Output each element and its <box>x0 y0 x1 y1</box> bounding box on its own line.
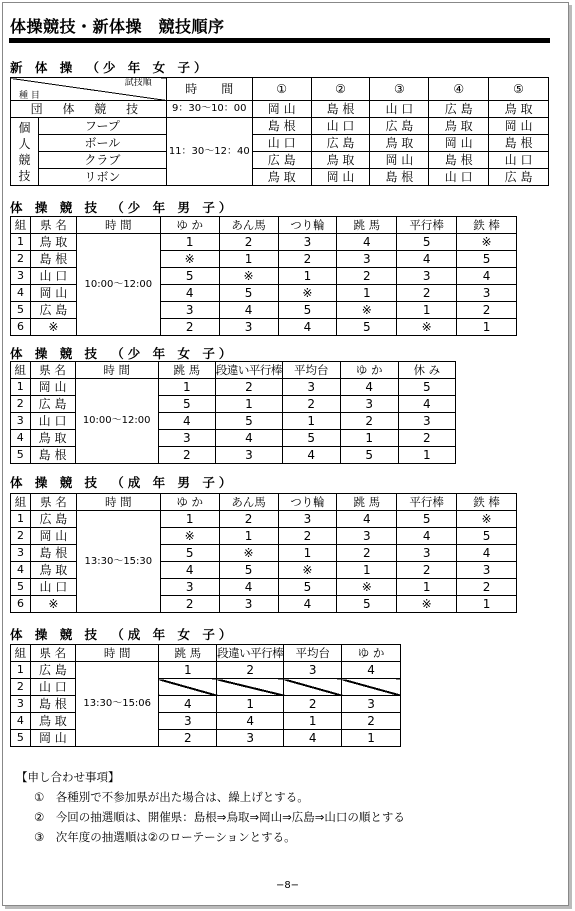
rg-indiv-cell: 鳥 取 <box>370 135 429 152</box>
order-cell: 2 <box>158 447 215 464</box>
order-cell: ※ <box>457 511 517 528</box>
order-cell: 3 <box>282 379 340 396</box>
rg-order-3: ③ <box>370 78 429 101</box>
rg-apparatus: フープ <box>38 118 166 135</box>
order-cell: ※ <box>160 528 219 545</box>
order-cell: 3 <box>160 302 219 319</box>
order-cell: 5 <box>337 319 397 336</box>
rg-indiv-cell: 広 島 <box>311 135 370 152</box>
order-cell: 4 <box>397 528 457 545</box>
column-header: 時 間 <box>75 362 158 379</box>
rg-indiv-cell: 鳥 取 <box>252 169 311 186</box>
group-number: 1 <box>11 511 31 528</box>
order-cell: 2 <box>398 430 455 447</box>
rg-team-cell: 広 島 <box>429 101 489 118</box>
column-header: ゆ か <box>340 362 398 379</box>
order-cell: 5 <box>160 268 219 285</box>
order-cell: 1 <box>219 251 278 268</box>
order-cell: 4 <box>342 662 401 679</box>
rg-team-label: 団 体 競 技 <box>11 101 167 118</box>
rg-indiv-cell: 山 口 <box>489 152 549 169</box>
order-cell: 2 <box>337 268 397 285</box>
order-cell: 3 <box>284 662 342 679</box>
order-cell: 2 <box>215 379 282 396</box>
order-cell: 2 <box>457 579 517 596</box>
rg-team-cell: 山 口 <box>370 101 429 118</box>
girls-youth-table <box>10 361 456 464</box>
rg-indiv-cell: 鳥 取 <box>311 152 370 169</box>
group-number: 6 <box>11 319 31 336</box>
order-cell: 1 <box>158 379 215 396</box>
order-cell: 4 <box>284 730 342 747</box>
prefecture-name: 広 島 <box>30 662 75 679</box>
rg-indiv-cell: 島 根 <box>489 135 549 152</box>
rg-indiv-cell: 山 口 <box>429 169 489 186</box>
rg-heading: 新 体 操 （少 年 女 子） <box>10 60 211 75</box>
column-header: 段違い平行棒 <box>215 363 282 377</box>
rg-indiv-cell: 山 口 <box>311 118 370 135</box>
rg-indiv-cell: 岡 山 <box>370 152 429 169</box>
order-cell: 5 <box>278 302 337 319</box>
rg-team-cell: 島 根 <box>311 101 370 118</box>
time-cell: 13:30〜15:06 <box>76 662 159 747</box>
column-header: 組 <box>11 494 31 511</box>
rg-corner-cell <box>11 78 167 101</box>
column-header: 跳 馬 <box>158 362 215 379</box>
order-cell: 5 <box>457 251 517 268</box>
prefecture-name: 岡 山 <box>30 730 75 747</box>
order-cell: 5 <box>340 447 398 464</box>
rg-indiv-label: 個人競技 <box>11 118 39 186</box>
order-cell: 3 <box>337 251 397 268</box>
table-row <box>11 696 401 713</box>
group-number: 4 <box>11 713 31 730</box>
column-header: 跳 馬 <box>337 217 397 234</box>
column-header: 平均台 <box>282 362 340 379</box>
order-cell: 3 <box>398 413 455 430</box>
order-cell: 5 <box>398 379 455 396</box>
prefecture-name: 鳥 取 <box>30 430 75 447</box>
order-cell: 3 <box>337 528 397 545</box>
column-header: 県 名 <box>30 217 76 234</box>
order-cell: 5 <box>337 596 397 613</box>
prefecture-name: 山 口 <box>30 268 76 285</box>
column-header: 県 名 <box>30 645 75 662</box>
order-cell: 2 <box>342 713 401 730</box>
group-number: 3 <box>11 268 31 285</box>
order-cell: 3 <box>397 545 457 562</box>
order-cell: 2 <box>278 251 337 268</box>
group-number: 4 <box>11 562 31 579</box>
group-number: 2 <box>11 251 31 268</box>
order-cell: 3 <box>278 511 337 528</box>
column-header: 休 み <box>398 362 455 379</box>
order-cell: 3 <box>215 447 282 464</box>
order-cell: 4 <box>282 447 340 464</box>
order-cell: 3 <box>340 396 398 413</box>
order-cell: 1 <box>337 562 397 579</box>
notes <box>16 767 405 847</box>
note-item: ③ 次年度の抽選順は②のローテーションとする。 <box>34 830 296 844</box>
group-number: 3 <box>11 545 31 562</box>
page-title: 体操競技・新体操 競技順序 <box>10 17 225 36</box>
prefecture-name: 岡 山 <box>30 285 76 302</box>
rg-indiv-cell: 広 島 <box>370 118 429 135</box>
prefecture-name: 岡 山 <box>30 528 76 545</box>
order-cell: 1 <box>278 545 337 562</box>
rg-indiv-cell: 島 根 <box>252 118 311 135</box>
column-header: 組 <box>11 362 31 379</box>
order-cell: 4 <box>457 268 517 285</box>
column-header: 段違い平行棒 <box>217 646 284 660</box>
order-cell: 4 <box>278 319 337 336</box>
column-header: 時 間 <box>76 217 160 234</box>
order-cell: 3 <box>397 268 457 285</box>
order-cell: ※ <box>397 319 457 336</box>
order-cell: 3 <box>158 430 215 447</box>
order-cell: 1 <box>340 430 398 447</box>
order-cell: 3 <box>342 696 401 713</box>
rg-indiv-cell: 鳥 取 <box>429 118 489 135</box>
group-number: 2 <box>11 396 31 413</box>
time-cell: 13:30〜15:30 <box>76 511 160 613</box>
order-cell: 5 <box>397 511 457 528</box>
table-row <box>11 234 517 251</box>
group-number: 1 <box>11 379 31 396</box>
order-cell: 1 <box>284 713 342 730</box>
prefecture-name: ※ <box>30 596 76 613</box>
order-cell: ※ <box>457 234 517 251</box>
rg-corner-top: 試技順 <box>124 78 152 88</box>
table-row <box>11 662 401 679</box>
rg-team-cell: 岡 山 <box>252 101 311 118</box>
page-number: −8− <box>275 880 300 891</box>
table-row <box>11 730 401 747</box>
order-cell: ※ <box>219 268 278 285</box>
group-number: 5 <box>11 579 31 596</box>
rg-indiv-cell: 岡 山 <box>429 135 489 152</box>
order-cell: 2 <box>397 285 457 302</box>
group-number: 3 <box>11 413 31 430</box>
column-header: 鉄 棒 <box>457 494 517 511</box>
boys-youth-table <box>10 216 517 336</box>
order-cell: 2 <box>340 413 398 430</box>
order-cell: 1 <box>397 579 457 596</box>
order-cell: 5 <box>158 396 215 413</box>
column-header: 平行棒 <box>397 494 457 511</box>
girls-youth-heading: 体 操 競 技 （少 年 女 子） <box>10 346 236 361</box>
order-cell: 4 <box>158 413 215 430</box>
rg-indiv-cell: 島 根 <box>429 152 489 169</box>
column-header: 平行棒 <box>397 217 457 234</box>
order-cell: ※ <box>278 562 337 579</box>
table-row <box>11 511 517 528</box>
column-header: ゆ か <box>160 494 219 511</box>
order-cell: 4 <box>457 545 517 562</box>
prefecture-name: 島 根 <box>30 251 76 268</box>
order-cell: 2 <box>397 562 457 579</box>
rg-indiv-time: 11：30〜12：40 <box>166 118 252 186</box>
note-item: ② 今回の抽選順は、開催県：島根⇒鳥取⇒岡山⇒広島⇒山口の順とする <box>34 810 405 824</box>
order-cell: 2 <box>219 511 278 528</box>
order-cell: 1 <box>282 413 340 430</box>
order-cell: 5 <box>457 528 517 545</box>
order-cell: 5 <box>282 430 340 447</box>
prefecture-name: 山 口 <box>30 413 75 430</box>
column-header: 県 名 <box>30 494 76 511</box>
rg-indiv-cell: 広 島 <box>489 169 549 186</box>
group-number: 5 <box>11 447 31 464</box>
prefecture-name: 鳥 取 <box>30 713 75 730</box>
order-cell: 4 <box>219 302 278 319</box>
group-number: 5 <box>11 302 31 319</box>
order-cell: 1 <box>337 285 397 302</box>
prefecture-name: 広 島 <box>30 511 76 528</box>
rg-apparatus: リボン <box>38 169 166 186</box>
table-row <box>11 379 456 396</box>
column-header: 鉄 棒 <box>457 217 517 234</box>
group-number: 5 <box>11 730 31 747</box>
rg-apparatus: ボール <box>38 135 166 152</box>
column-header: 組 <box>11 645 31 662</box>
time-cell: 10:00〜12:00 <box>75 379 158 464</box>
table-row <box>11 679 401 696</box>
column-header: あん馬 <box>219 217 278 234</box>
order-cell: ※ <box>219 545 278 562</box>
prefecture-name: 島 根 <box>30 447 75 464</box>
order-cell: 4 <box>337 234 397 251</box>
order-cell: 2 <box>219 234 278 251</box>
column-header: ゆ か <box>342 645 401 662</box>
time-cell: 10:00〜12:00 <box>76 234 160 336</box>
group-number: 2 <box>11 528 31 545</box>
order-cell: 4 <box>219 579 278 596</box>
women-adult-heading: 体 操 競 技 （成 年 女 子） <box>10 627 236 642</box>
order-cell: 5 <box>278 579 337 596</box>
order-cell: 5 <box>219 285 278 302</box>
order-cell: 2 <box>217 662 284 679</box>
order-cell: ※ <box>337 579 397 596</box>
order-cell: 4 <box>159 696 217 713</box>
group-number: 1 <box>11 662 31 679</box>
group-number: 2 <box>11 679 31 696</box>
order-cell: 1 <box>159 662 217 679</box>
men-adult-heading: 体 操 競 技 （成 年 男 子） <box>10 475 236 490</box>
order-cell: 1 <box>160 511 219 528</box>
order-cell: 4 <box>160 562 219 579</box>
order-cell: 4 <box>278 596 337 613</box>
order-cell: 1 <box>457 596 517 613</box>
prefecture-name: 山 口 <box>30 679 75 696</box>
prefecture-name: 広 島 <box>30 396 75 413</box>
order-cell: 5 <box>397 234 457 251</box>
column-header: 時 間 <box>76 494 160 511</box>
prefecture-name: 島 根 <box>30 696 75 713</box>
order-cell: 3 <box>278 234 337 251</box>
prefecture-name: 島 根 <box>30 545 76 562</box>
order-cell: 4 <box>397 251 457 268</box>
rg-indiv-cell: 山 口 <box>252 135 311 152</box>
rg-indiv-cell: 広 島 <box>252 152 311 169</box>
order-cell <box>284 679 342 696</box>
column-header: 平均台 <box>284 645 342 662</box>
order-cell: ※ <box>278 285 337 302</box>
order-cell: 1 <box>398 447 455 464</box>
order-cell: 5 <box>160 545 219 562</box>
order-cell: 2 <box>337 545 397 562</box>
rg-indiv-cell: 岡 山 <box>489 118 549 135</box>
order-cell: 3 <box>217 730 284 747</box>
boys-youth-heading: 体 操 競 技 （少 年 男 子） <box>10 200 236 215</box>
rg-team-cell: 鳥 取 <box>489 101 549 118</box>
order-cell: 1 <box>160 234 219 251</box>
column-header: あん馬 <box>219 494 278 511</box>
prefecture-name: 岡 山 <box>30 379 75 396</box>
prefecture-name: 鳥 取 <box>30 562 76 579</box>
order-cell: 4 <box>398 396 455 413</box>
order-cell: 5 <box>219 562 278 579</box>
order-cell: 2 <box>278 528 337 545</box>
order-cell: 4 <box>340 379 398 396</box>
order-cell: 4 <box>217 713 284 730</box>
column-header: ゆ か <box>160 217 219 234</box>
column-header: 跳 馬 <box>159 645 217 662</box>
order-cell: ※ <box>337 302 397 319</box>
order-cell: 1 <box>217 696 284 713</box>
order-cell: ※ <box>160 251 219 268</box>
prefecture-name: 広 島 <box>30 302 76 319</box>
notes-heading: 【申し合わせ事項】 <box>16 770 120 784</box>
order-cell: 2 <box>159 730 217 747</box>
group-number: 4 <box>11 430 31 447</box>
order-cell: 5 <box>215 413 282 430</box>
men-adult-table <box>10 493 517 613</box>
column-header: 組 <box>11 217 31 234</box>
group-number: 4 <box>11 285 31 302</box>
order-cell: ※ <box>397 596 457 613</box>
column-header: 跳 馬 <box>337 494 397 511</box>
rg-order-1: ① <box>252 78 311 101</box>
rg-order-4: ④ <box>429 78 489 101</box>
note-item: ① 各種別で不参加県が出た場合は、繰上げとする。 <box>34 790 309 804</box>
order-cell: 4 <box>215 430 282 447</box>
rg-order-5: ⑤ <box>489 78 549 101</box>
order-cell: 2 <box>457 302 517 319</box>
order-cell: 1 <box>278 268 337 285</box>
order-cell: 1 <box>215 396 282 413</box>
order-cell <box>342 679 401 696</box>
group-number: 1 <box>11 234 31 251</box>
order-cell: 3 <box>457 562 517 579</box>
rg-time-header: 時 間 <box>166 78 252 101</box>
table-row <box>11 713 401 730</box>
rg-corner-bottom: 種 目 <box>19 91 40 101</box>
title-rule <box>9 38 550 43</box>
order-cell <box>159 679 217 696</box>
group-number: 6 <box>11 596 31 613</box>
order-cell: 2 <box>284 696 342 713</box>
order-cell: 3 <box>160 579 219 596</box>
order-cell: 4 <box>160 285 219 302</box>
women-adult-table <box>10 644 401 747</box>
order-cell: 1 <box>457 319 517 336</box>
column-header: 県 名 <box>30 362 75 379</box>
order-cell <box>217 679 284 696</box>
prefecture-name: ※ <box>30 319 76 336</box>
order-cell: 2 <box>282 396 340 413</box>
column-header: つり輪 <box>278 494 337 511</box>
rg-indiv-cell: 岡 山 <box>311 169 370 186</box>
column-header: つり輪 <box>278 217 337 234</box>
order-cell: 4 <box>337 511 397 528</box>
prefecture-name: 山 口 <box>30 579 76 596</box>
order-cell: 3 <box>457 285 517 302</box>
order-cell: 2 <box>160 319 219 336</box>
order-cell: 3 <box>159 713 217 730</box>
rg-table <box>10 77 549 186</box>
order-cell: 3 <box>219 319 278 336</box>
order-cell: 1 <box>342 730 401 747</box>
order-cell: 1 <box>397 302 457 319</box>
group-number: 3 <box>11 696 31 713</box>
rg-order-2: ② <box>311 78 370 101</box>
column-header: 時 間 <box>76 645 159 662</box>
rg-apparatus: クラブ <box>38 152 166 169</box>
order-cell: 2 <box>160 596 219 613</box>
order-cell: 1 <box>219 528 278 545</box>
order-cell: 3 <box>219 596 278 613</box>
rg-team-time: 9：30〜10：00 <box>166 101 252 118</box>
rg-indiv-cell: 島 根 <box>370 169 429 186</box>
prefecture-name: 鳥 取 <box>30 234 76 251</box>
